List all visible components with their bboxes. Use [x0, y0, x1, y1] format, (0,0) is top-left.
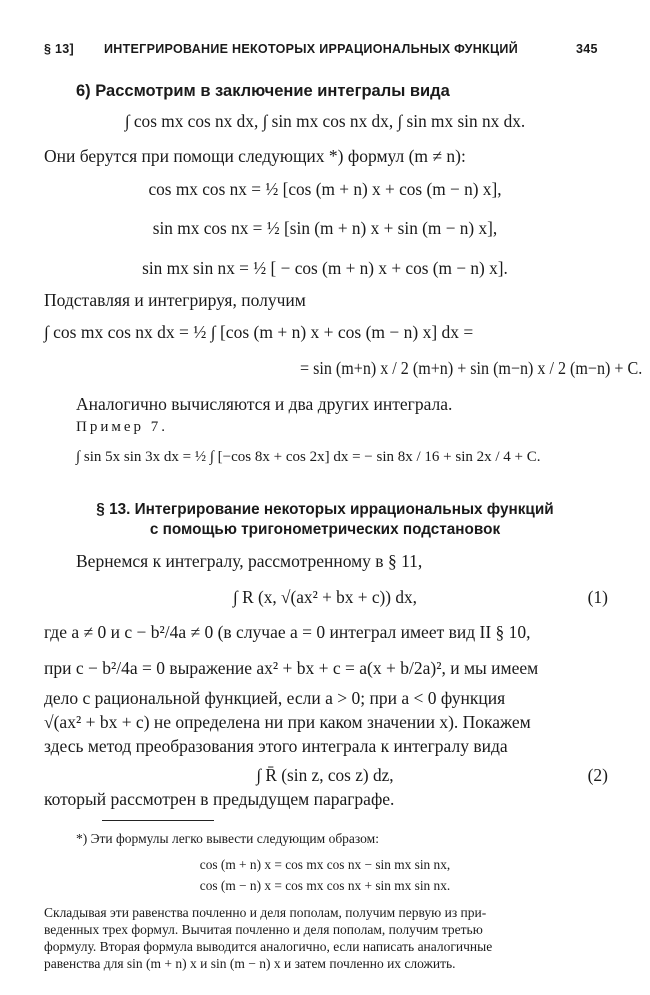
section13-p2-line3: дело с рациональной функцией, если a > 0; при a < 0 функция: [44, 688, 506, 708]
result-line-2: = sin (m+n) x / 2 (m+n) + sin (m−n) x / 2 (m−n) + C.: [300, 358, 643, 378]
header-section: § 13]: [44, 42, 74, 56]
section13-heading-line2: с помощью тригонометрических подстановок: [149, 521, 501, 538]
equation-1: ∫ R (x, √(ax² + bx + c)) dx,: [233, 587, 417, 607]
formula-1: cos mx cos nx = ½ [cos (m + n) x + cos (m − n) x],: [148, 179, 502, 199]
item6-intro: 6) Рассмотрим в заключение интегралы вида: [76, 82, 450, 100]
formula-3: sin mx sin nx = ½ [ − cos (m + n) x + cos (m − n) x].: [142, 258, 508, 278]
section13-p2-line1: где a ≠ 0 и c − b²/4a ≠ 0 (в случае a = 0 интеграл имеет вид II § 10,: [44, 622, 531, 642]
example-formula: ∫ sin 5x sin 3x dx = ½ ∫ [−cos 8x + cos 2x] dx = − sin 8x / 16 + sin 2x / 4 + C.: [76, 449, 541, 465]
footnote-text-line2: веденных трех формул. Вычитая почленно и деля пополам, получим третью: [44, 922, 483, 937]
section13-p1: Вернемся к интегралу, рассмотренному в § 11,: [76, 551, 423, 571]
footnote-intro: *) Эти формулы легко вывести следующим образом:: [76, 831, 379, 846]
footnote-formula-2: cos (m − n) x = cos mx cos nx + sin mx sin nx.: [199, 878, 451, 893]
substituting-text: Подставляя и интегрируя, получим: [44, 290, 306, 310]
equation-2: ∫ R̄ (sin z, cos z) dz,: [256, 765, 394, 785]
similarly-text: Аналогично вычисляются и два других интеграла.: [76, 394, 453, 414]
result-line-1: ∫ cos mx cos nx dx = ½ ∫ [cos (m + n) x + cos (m − n) x] dx =: [44, 322, 474, 342]
page-number: 345: [576, 42, 598, 56]
formula-2: sin mx cos nx = ½ [sin (m + n) x + sin (m − n) x],: [152, 218, 498, 238]
section13-heading-line1: § 13. Интегрирование некоторых иррациональных функций: [96, 501, 554, 518]
integrals-line: ∫ cos mx cos nx dx, ∫ sin mx cos nx dx, ∫ sin mx sin nx dx.: [124, 111, 526, 131]
footnote-rule: [102, 820, 214, 821]
footnote-text-line1: Складывая эти равенства почленно и деля пополам, получим первую из при-: [44, 905, 487, 920]
equation-1-number: (1): [587, 587, 608, 607]
equation-2-number: (2): [587, 765, 608, 785]
section13-p2-line4: √(ax² + bx + c) не определена ни при каком значении x). Покажем: [44, 712, 531, 732]
formulas-intro: Они берутся при помощи следующих *) формул (m ≠ n):: [44, 146, 466, 166]
footnote-formula-1: cos (m + n) x = cos mx cos nx − sin mx sin nx,: [199, 857, 451, 872]
section13-p3: который рассмотрен в предыдущем параграфе.: [44, 789, 395, 809]
header-title: ИНТЕГРИРОВАНИЕ НЕКОТОРЫХ ИРРАЦИОНАЛЬНЫХ ФУНКЦИЙ: [104, 42, 518, 56]
section13-p2-line5: здесь метод преобразования этого интеграла к интегралу вида: [44, 736, 508, 756]
example-label: Пример 7.: [76, 419, 169, 435]
footnote-text-line4: равенства для sin (m + n) x и sin (m − n) x и затем почленно их сложить.: [44, 956, 456, 971]
section13-p2-line2: при c − b²/4a = 0 выражение ax² + bx + c = a(x + b/2a)², и мы имеем: [44, 658, 539, 678]
footnote-text-line3: формулу. Вторая формула выводится аналогично, если написать аналогичные: [44, 939, 493, 954]
